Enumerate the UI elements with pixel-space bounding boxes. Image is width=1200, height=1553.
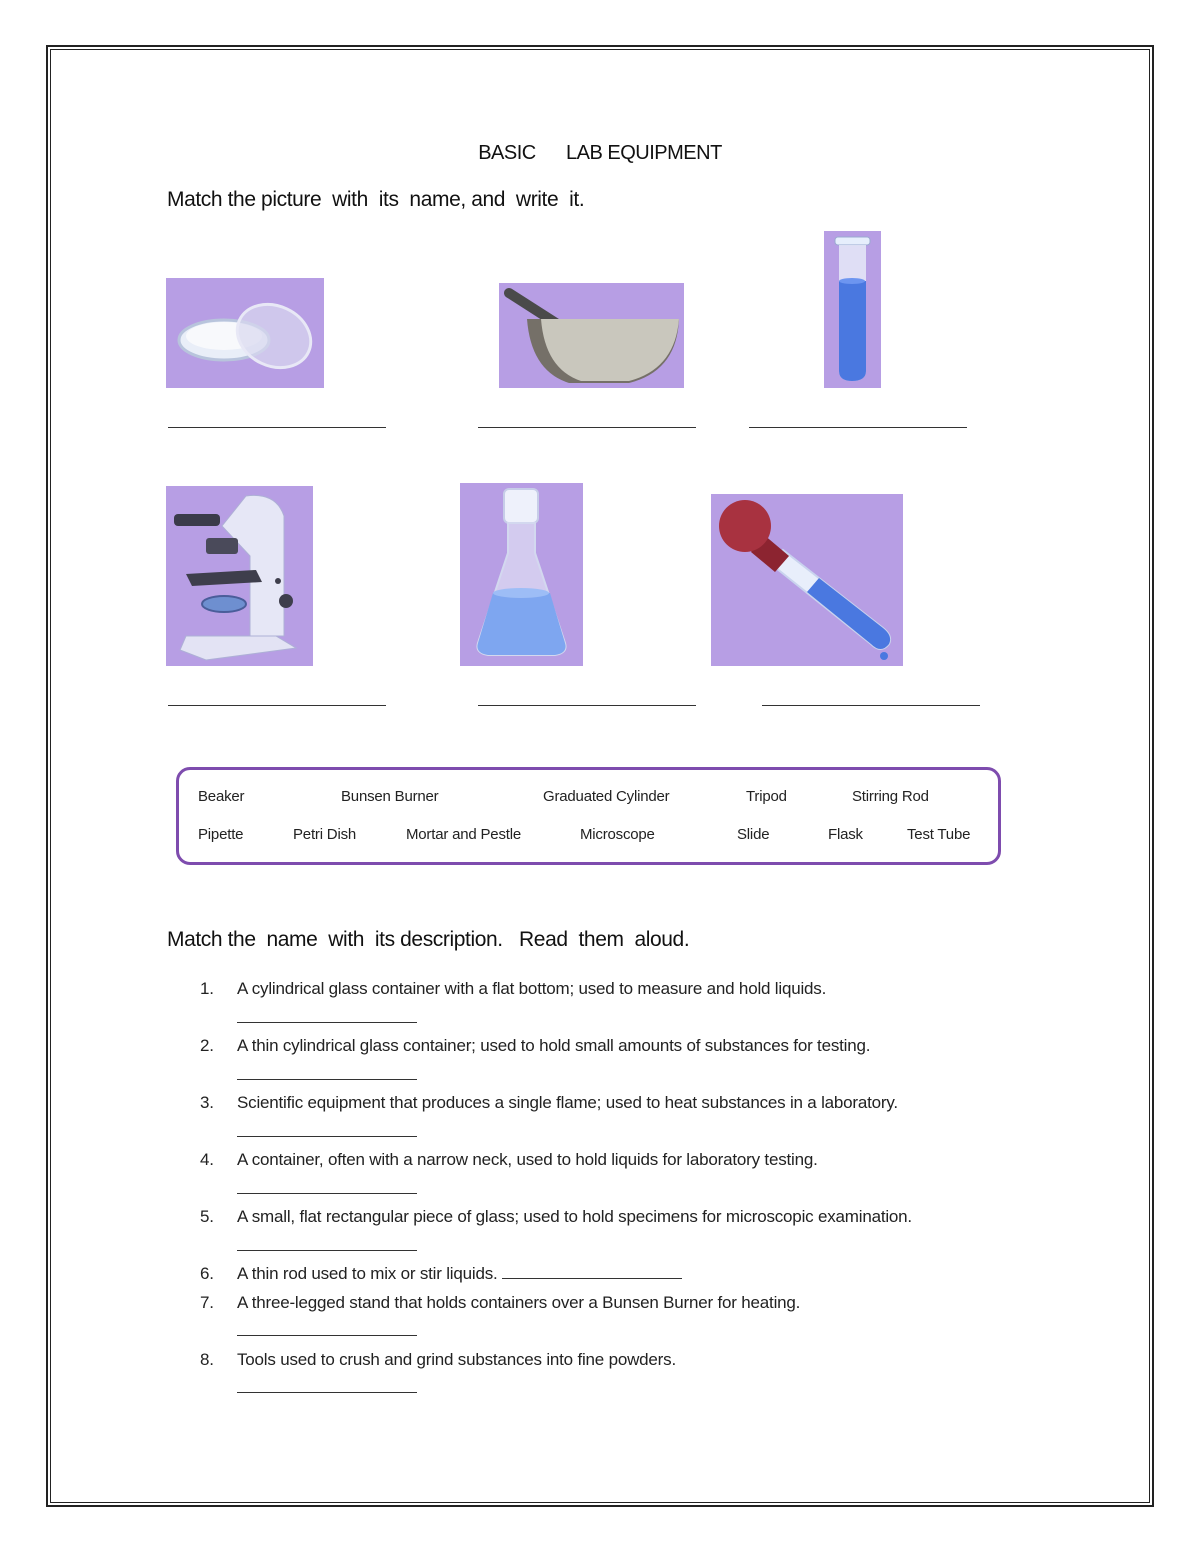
item-number: 6. bbox=[200, 1264, 214, 1283]
section1-instruction: Match the picture with its name, and write it. bbox=[167, 188, 585, 211]
pipette-icon bbox=[711, 494, 903, 666]
item-number: 5. bbox=[200, 1207, 214, 1226]
word-bank-item: Tripod bbox=[746, 788, 787, 805]
petri-dish-icon bbox=[166, 278, 324, 388]
word-bank-item: Flask bbox=[828, 826, 863, 843]
test-tube-icon bbox=[824, 231, 881, 388]
word-bank-item: Graduated Cylinder bbox=[543, 788, 670, 805]
answer-line-4[interactable] bbox=[168, 705, 386, 706]
word-bank-item: Test Tube bbox=[907, 826, 971, 843]
answer-line-5[interactable] bbox=[478, 705, 696, 706]
item-text: A cylindrical glass container with a flat bottom; used to measure and hold liquids. bbox=[237, 979, 827, 998]
answer-blank[interactable] bbox=[237, 1122, 417, 1137]
worksheet-title: BASIC LAB EQUIPMENT bbox=[478, 142, 722, 164]
word-bank-item: Mortar and Pestle bbox=[406, 826, 521, 843]
item-text: A thin cylindrical glass container; used to hold small amounts of substances for testing. bbox=[237, 1036, 871, 1055]
list-item bbox=[200, 1346, 1080, 1403]
item-number: 2. bbox=[200, 1036, 214, 1055]
answer-line-2[interactable] bbox=[478, 427, 696, 428]
list-item bbox=[200, 1203, 1080, 1260]
description-list bbox=[200, 975, 1080, 1403]
word-bank-item: Slide bbox=[737, 826, 770, 843]
answer-blank[interactable] bbox=[237, 1065, 417, 1080]
answer-blank[interactable] bbox=[502, 1264, 682, 1279]
item-text: A three-legged stand that holds containers over a Bunsen Burner for heating. bbox=[237, 1292, 801, 1312]
list-item bbox=[200, 1089, 1080, 1146]
word-bank-item: Petri Dish bbox=[293, 826, 357, 843]
item-number: 7. bbox=[200, 1292, 214, 1312]
list-item bbox=[200, 1289, 1080, 1346]
flask-icon bbox=[460, 483, 583, 666]
word-bank-box bbox=[176, 767, 1001, 865]
answer-blank[interactable] bbox=[237, 1008, 417, 1023]
answer-blank[interactable] bbox=[237, 1378, 417, 1393]
list-item bbox=[200, 1032, 1080, 1089]
item-number: 8. bbox=[200, 1349, 214, 1369]
answer-blank[interactable] bbox=[237, 1321, 417, 1336]
microscope-icon bbox=[166, 486, 313, 666]
section2-instruction: Match the name with its description. Read them aloud. bbox=[167, 928, 690, 951]
item-text: A container, often with a narrow neck, used to hold liquids for laboratory testing. bbox=[237, 1150, 818, 1169]
word-bank-item: Stirring Rod bbox=[852, 788, 929, 805]
list-item bbox=[200, 1260, 1080, 1289]
word-bank-item: Beaker bbox=[198, 788, 245, 805]
item-number: 3. bbox=[200, 1093, 214, 1112]
answer-line-1[interactable] bbox=[168, 427, 386, 428]
list-item bbox=[200, 975, 1080, 1032]
word-bank-item: Pipette bbox=[198, 826, 244, 843]
item-number: 1. bbox=[200, 979, 214, 998]
mortar-and-pestle-icon bbox=[499, 283, 684, 388]
item-text: A small, flat rectangular piece of glass; used to hold specimens for microscopic examination. bbox=[237, 1207, 912, 1226]
answer-blank[interactable] bbox=[237, 1236, 417, 1251]
word-bank-item: Bunsen Burner bbox=[341, 788, 439, 805]
item-text: Tools used to crush and grind substances into fine powders. bbox=[237, 1349, 676, 1369]
word-bank-item: Microscope bbox=[580, 826, 655, 843]
answer-line-6[interactable] bbox=[762, 705, 980, 706]
answer-line-3[interactable] bbox=[749, 427, 967, 428]
answer-blank[interactable] bbox=[237, 1179, 417, 1194]
list-item bbox=[200, 1146, 1080, 1203]
item-number: 4. bbox=[200, 1150, 214, 1169]
item-text: Scientific equipment that produces a single flame; used to heat substances in a laboratory. bbox=[237, 1093, 898, 1112]
item-text: A thin rod used to mix or stir liquids. bbox=[237, 1264, 498, 1283]
